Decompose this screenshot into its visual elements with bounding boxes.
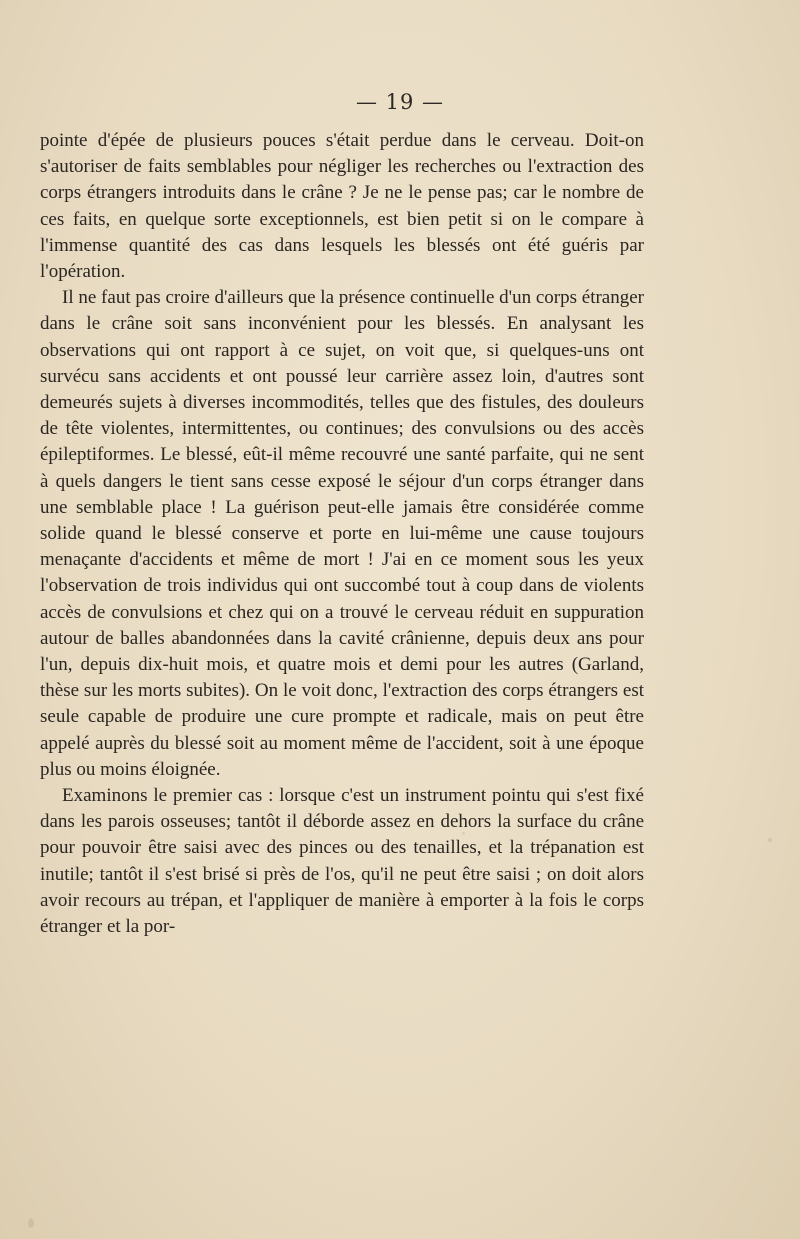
paragraph-1: pointe d'épée de plusieurs pouces s'était perdue dans le cerveau. Doit-on s'autoriser de faits semblables pour négliger les recherches ou l'extraction des corps étrangers introduits dans le crâne ? Je ne le pense pas; car le nombre de ces faits, en quelque sorte exceptionnels, est bien petit si on le compare à l'immense quantité des cas dans lesquels les blessés ont été guéris par l'opération. xyxy=(40,130,644,283)
paper-stain xyxy=(768,838,772,842)
paper-stain xyxy=(28,1218,34,1228)
paragraph-3: Examinons le premier cas : lorsque c'est un instrument pointu qui s'est fixé dans les parois osseuses; tantôt il déborde assez en dehors la surface du crâne pour pouvoir être saisi avec des pinces ou des tenailles, et la trépanation est inutile; tantôt il s'est brisé si près de l'os, qu'il ne peut être saisi ; on doit alors avoir recours au trépan, et l'appliquer de manière à emporter à la fois le corps étranger et la por- xyxy=(40,785,644,938)
body-text xyxy=(40,128,644,940)
page-number: — 19 — xyxy=(355,90,445,114)
paragraph-2: Il ne faut pas croire d'ailleurs que la présence continuelle d'un corps étranger dans le crâne soit sans inconvénient pour les blessés. En analysant les observations qui ont rapport à ce sujet, on voit que, si quelques-uns ont survécu sans accidents et ont poussé leur carrière assez loin, d'autres sont demeurés sujets à diverses incommodités, telles que des fistules, des douleurs de tête violentes, intermittentes, ou continues; des convulsions ou des accès épileptiformes. Le blessé, eût-il même recouvré une santé parfaite, qui ne sent à quels dangers le tient sans cesse exposé le séjour d'un corps étranger dans une semblable place ! La guérison peut-elle jamais être considérée comme solide quand le blessé conserve et porte en lui-même une cause toujours menaçante d'accidents et même de mort ! J'ai en ce moment sous les yeux l'observation de trois individus qui ont succombé tout à coup dans de violents accès de convulsions et chez qui on a trouvé le cerveau réduit en suppuration autour de balles abandonnées dans la cavité crânienne, depuis deux ans pour l'un, depuis dix-huit mois, et quatre mois et demi pour les autres (Garland, thèse sur les morts subites). On le voit donc, l'extraction des corps étrangers est seule capable de produire une cure prompte et radicale, mais on peut être appelé auprès du blessé soit au moment même de l'accident, soit à une époque plus ou moins éloignée. xyxy=(40,287,644,780)
